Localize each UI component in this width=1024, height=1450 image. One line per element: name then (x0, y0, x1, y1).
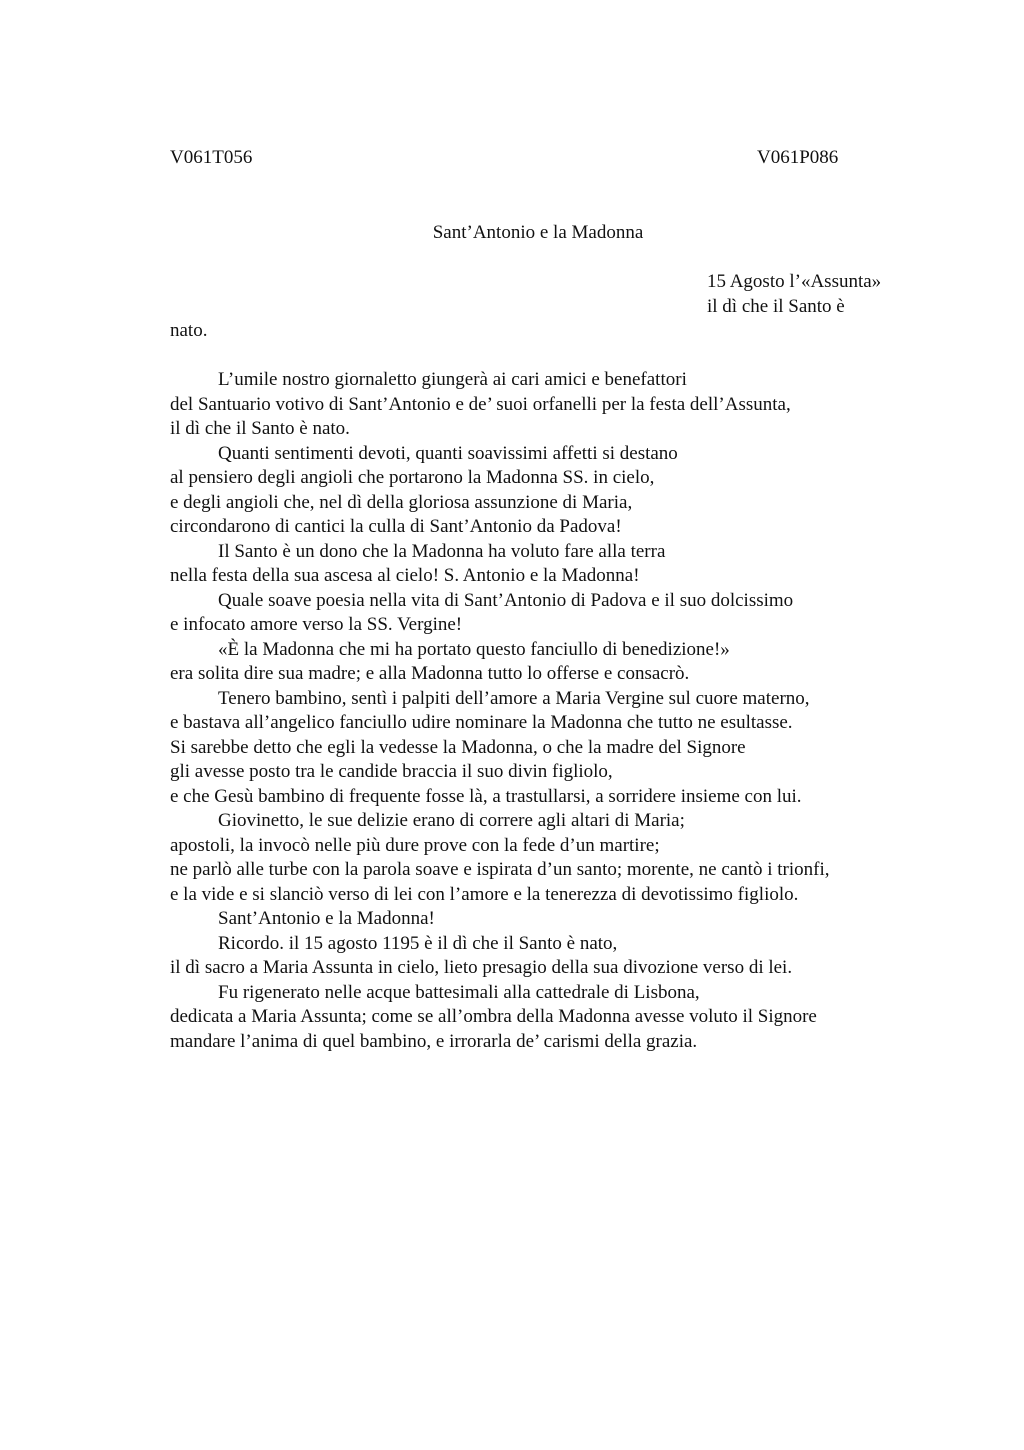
text-line: e degli angioli che, nel dì della gloriosa assunzione di Maria, (170, 491, 633, 513)
article-body (170, 368, 910, 1054)
text-line: mandare l’anima di quel bambino, e irrorarla de’ carismi della grazia. (170, 1030, 698, 1052)
text-line: Si sarebbe detto che egli la vedesse la Madonna, o che la madre del Signore (170, 736, 746, 758)
text-line: apostoli, la invocò nelle più dure prove con la fede d’un martire; (170, 834, 660, 856)
text-line: Quanti sentimenti devoti, quanti soavissimi affetti si destano (218, 442, 678, 464)
text-line: nella festa della sua ascesa al cielo! S. Antonio e la Madonna! (170, 565, 640, 586)
text-line: Tenero bambino, sentì i palpiti dell’amore a Maria Vergine sul cuore materno, (218, 687, 810, 709)
text-line: del Santuario votivo di Sant’Antonio e de’ suoi orfanelli per la festa dell’Assunta, (170, 393, 791, 415)
text-line: Quale soave poesia nella vita di Sant’Antonio di Padova e il suo dolcissimo (218, 589, 794, 611)
text-line: e bastava all’angelico fanciullo udire nominare la Madonna che tutto ne esultasse. (170, 712, 793, 733)
text-line: dedicata a Maria Assunta; come se all’ombra della Madonna avesse voluto il Signore (170, 1006, 817, 1027)
text-line: Il Santo è un dono che la Madonna ha voluto fare alla terra (218, 540, 666, 562)
dateline-line-3: nato. (170, 320, 208, 341)
text-line: e infocato amore verso la SS. Vergine! (170, 614, 463, 635)
dateline-line-2: il dì che il Santo è (707, 295, 845, 317)
dateline-line-1: 15 Agosto l’«Assunta» (707, 271, 882, 292)
dateline-block (707, 270, 881, 319)
text-line: «È la Madonna che mi ha portato questo fanciullo di benedizione!» (218, 638, 730, 660)
text-line: Sant’Antonio e la Madonna! (218, 908, 435, 929)
page-title: Sant’Antonio e la Madonna (432, 222, 644, 243)
text-line: L’umile nostro giornaletto giungerà ai cari amici e benefattori (218, 369, 687, 390)
document-code-right: V061P086 (757, 147, 839, 168)
text-line: e che Gesù bambino di frequente fosse là, a trastullarsi, a sorridere insieme con lui. (170, 785, 802, 807)
text-line: al pensiero degli angioli che portarono la Madonna SS. in cielo, (170, 467, 655, 488)
text-line: il dì sacro a Maria Assunta in cielo, lieto presagio della sua divozione verso di lei. (170, 957, 793, 978)
text-line: gli avesse posto tra le candide braccia il suo divin figliolo, (170, 761, 613, 782)
text-line: ne parlò alle turbe con la parola soave e ispirata d’un santo; morente, ne cantò i trionfi, (170, 859, 830, 880)
text-line: Ricordo. il 15 agosto 1195 è il dì che il Santo è nato, (218, 932, 618, 954)
text-line: il dì che il Santo è nato. (170, 418, 350, 439)
text-line: circondarono di cantici la culla di Sant’Antonio da Padova! (170, 516, 622, 537)
text-line: Giovinetto, le sue delizie erano di correre agli altari di Maria; (218, 810, 685, 831)
text-line: e la vide e si slanciò verso di lei con l’amore e la tenerezza di devotissimo figliolo. (170, 883, 799, 905)
document-code-left: V061T056 (170, 147, 253, 168)
text-line: era solita dire sua madre; e alla Madonna tutto lo offerse e consacrò. (170, 663, 690, 684)
text-line: Fu rigenerato nelle acque battesimali alla cattedrale di Lisbona, (218, 981, 700, 1003)
